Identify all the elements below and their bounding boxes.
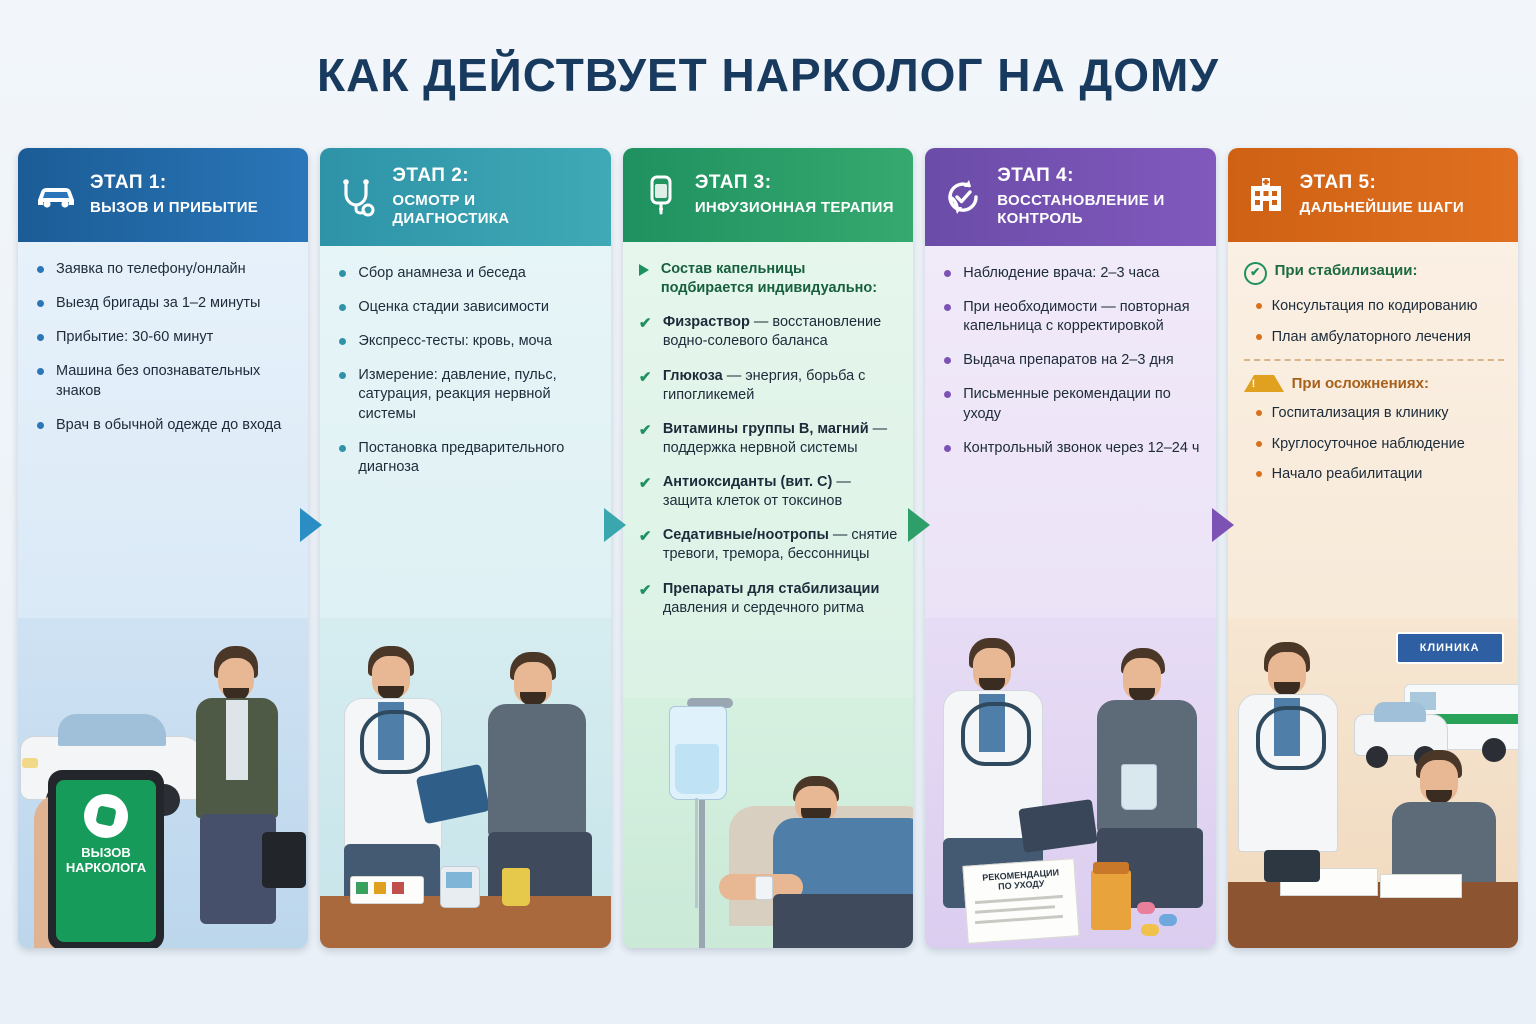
list-item-bold: Физраствор xyxy=(662,314,750,331)
bullet-dot xyxy=(1256,410,1262,416)
stage-2-illustration xyxy=(320,618,610,948)
stage-3-list xyxy=(639,313,899,618)
check-icon: ✔ xyxy=(638,315,652,333)
list-item-text: Наблюдение врача: 2–3 часа xyxy=(963,264,1160,281)
clinic-sign-label: КЛИНИКА xyxy=(1419,642,1480,654)
list-item xyxy=(639,367,899,405)
stage-3-name: ИНФУЗИОННАЯ ТЕРАПИЯ xyxy=(694,198,894,216)
bullet-dot xyxy=(1256,441,1262,447)
list-item-bold: Антиоксиданты (вит. С) xyxy=(662,474,833,490)
stage-card-1 xyxy=(18,148,308,948)
stage-3-number: ЭТАП 3: xyxy=(694,172,772,194)
bullet-dot xyxy=(339,304,346,311)
car-window-shape xyxy=(1374,702,1426,722)
list-item-text: Экспресс-тесты: кровь, моча xyxy=(358,333,552,350)
list-item xyxy=(941,298,1201,336)
list-item-text: Контрольный звонок через 12–24 ч xyxy=(963,439,1200,456)
stage-3-illustration xyxy=(623,698,913,948)
clipboard-shape xyxy=(1019,799,1098,853)
stage-1-illustration xyxy=(18,618,308,948)
patient-legs-shape xyxy=(773,894,913,948)
monitor-display-shape xyxy=(446,872,472,888)
list-item-text: План амбулаторного лечения xyxy=(1271,328,1471,345)
clinic-sign xyxy=(1396,632,1504,664)
list-item-text: — восстановление водно-солевого баланса xyxy=(662,314,882,350)
list-item xyxy=(336,298,596,317)
list-item xyxy=(336,264,596,283)
list-item-text: Врач в обычной одежде до входа xyxy=(56,416,282,433)
phone-handset-glyph xyxy=(95,805,116,826)
stage-5-name: ДАЛЬНЕЙШИЕ ШАГИ xyxy=(1299,198,1464,216)
list-item-text: Выезд бригады за 1–2 минуты xyxy=(56,295,261,312)
complications-title-text: При осложнениях: xyxy=(1291,374,1429,392)
bullet-dot xyxy=(944,391,951,398)
stage-2-list xyxy=(336,264,596,477)
list-item xyxy=(941,264,1201,283)
list-item xyxy=(1254,465,1504,484)
flow-arrow-1 xyxy=(300,508,322,542)
list-item xyxy=(34,328,294,347)
triangle-bullet-icon xyxy=(639,264,649,276)
list-item-text: Прибытие: 30-60 минут xyxy=(56,329,214,346)
bullet-dot xyxy=(37,266,44,273)
paper-title-line1: РЕКОМЕНДАЦИИ xyxy=(982,867,1060,883)
check-icon: ✔ xyxy=(638,581,652,599)
list-item xyxy=(639,313,899,351)
test-strip-marker xyxy=(392,882,404,894)
list-item xyxy=(941,439,1201,458)
stabilization-list xyxy=(1254,297,1504,347)
list-item-text: давления и сердечного ритма xyxy=(662,599,864,616)
bullet-dot xyxy=(944,304,951,311)
list-item-text: Постановка предварительного диагноза xyxy=(358,439,565,475)
bullet-dot xyxy=(944,445,951,452)
list-item-text: Выдача препаратов на 2–3 дня xyxy=(963,352,1174,369)
stage-1-number: ЭТАП 1: xyxy=(90,172,167,194)
list-item xyxy=(1254,328,1504,347)
list-item xyxy=(34,416,294,435)
tablet-device-shape xyxy=(1264,850,1320,882)
list-item-bold: Седативные/ноотропы xyxy=(662,527,829,544)
phone-call-label xyxy=(56,846,156,876)
bullet-dot xyxy=(944,357,951,364)
list-item-text: При необходимости — повторная капельница с корректировкой xyxy=(963,299,1190,335)
bullet-dot xyxy=(1256,471,1262,477)
bullet-dot xyxy=(944,270,951,277)
stage-1-header xyxy=(18,148,308,242)
group-divider xyxy=(1244,359,1504,361)
desk-paper-shape xyxy=(1380,874,1462,898)
list-item xyxy=(1254,297,1504,316)
pill-shape xyxy=(1141,924,1159,936)
stage-4-name: ВОССТАНОВЛЕНИЕ И КОНТРОЛЬ xyxy=(997,191,1165,227)
doctor-stethoscope-shape xyxy=(1256,706,1326,770)
stage-5-header xyxy=(1228,148,1518,242)
paper-title-line2: ПО УХОДУ xyxy=(998,878,1046,892)
bullet-dot xyxy=(339,372,346,379)
stabilization-group-title xyxy=(1244,262,1504,285)
stage-1-list xyxy=(34,260,294,435)
doctor-stethoscope-shape xyxy=(360,710,430,774)
stages-container xyxy=(18,148,1518,948)
stage-3-lead xyxy=(639,260,899,298)
stage-4-illustration xyxy=(925,618,1215,948)
car-tire-shape xyxy=(1366,746,1388,768)
test-strip-marker xyxy=(374,882,386,894)
list-item-text: Машина без опознавательных знаков xyxy=(56,363,261,399)
stethoscope-icon xyxy=(336,175,380,219)
list-item-bold: Витамины группы В, магний xyxy=(662,420,869,437)
stage-5-illustration xyxy=(1228,618,1518,948)
phone-label-line2: НАРКОЛОГА xyxy=(65,859,147,875)
list-item-bold: Глюкоза xyxy=(662,367,723,384)
car-icon xyxy=(34,173,78,217)
list-item xyxy=(34,294,294,313)
stage-4-number: ЭТАП 4: xyxy=(997,165,1074,186)
flow-arrow-4 xyxy=(1212,508,1234,542)
check-icon: ✔ xyxy=(638,421,652,439)
car-headlight-shape xyxy=(22,758,38,768)
water-glass-shape xyxy=(1121,764,1157,810)
page-title: КАК ДЕЙСТВУЕТ НАРКОЛОГ НА ДОМУ xyxy=(317,49,1219,101)
stage-card-3 xyxy=(623,148,913,948)
bullet-dot xyxy=(37,334,44,341)
check-circle-icon: ✔ xyxy=(1244,262,1267,285)
bullet-dot xyxy=(339,338,346,345)
list-item xyxy=(639,526,899,564)
list-item xyxy=(639,580,899,618)
pill-shape xyxy=(1137,902,1155,914)
stage-card-4 xyxy=(925,148,1215,948)
pill-bottle-shape xyxy=(1091,870,1131,930)
list-item-text: Госпитализация в клинику xyxy=(1271,404,1449,421)
stage-1-name: ВЫЗОВ И ПРИБЫТИЕ xyxy=(90,198,259,216)
stage-card-5 xyxy=(1228,148,1518,948)
stabilization-title-text: При стабилизации: xyxy=(1274,262,1418,279)
bullet-dot xyxy=(37,422,44,429)
bullet-dot xyxy=(37,368,44,375)
list-item-text: Письменные рекомендации по уходу xyxy=(963,386,1171,422)
phone-label-line1: ВЫЗОВ xyxy=(81,845,131,860)
complications-list xyxy=(1254,404,1504,485)
bullet-dot xyxy=(1256,303,1262,309)
list-item xyxy=(336,439,596,477)
refresh-check-icon xyxy=(941,175,985,219)
list-item-bold: Препараты для стабилизации xyxy=(662,580,880,597)
flow-arrow-2 xyxy=(604,508,626,542)
list-item-text: Круглосуточное наблюдение xyxy=(1271,435,1465,452)
stage-3-lead-text: Состав капельницы подбирается индивидуально: xyxy=(660,261,878,297)
iv-fluid-shape xyxy=(675,744,719,794)
list-item xyxy=(639,473,899,511)
list-item-text: Заявка по телефону/онлайн xyxy=(56,261,246,277)
iv-drip-icon xyxy=(639,173,683,217)
list-item-text: Начало реабилитации xyxy=(1271,466,1423,483)
ambulance-tire-shape xyxy=(1482,738,1506,762)
doctor-bag-shape xyxy=(262,832,306,888)
list-item-text: Измерение: давление, пульс, сатурация, реакция нервной системы xyxy=(358,367,557,422)
iv-tube-shape xyxy=(695,798,698,908)
iv-cannula-shape xyxy=(755,876,773,900)
bullet-dot xyxy=(339,445,346,452)
stage-4-list xyxy=(941,264,1201,458)
warning-triangle-icon xyxy=(1244,375,1284,392)
list-item-text: — защита клеток от токсинов xyxy=(662,474,851,510)
list-item xyxy=(639,420,899,458)
list-item xyxy=(34,260,294,279)
car-window-shape xyxy=(58,714,166,746)
urine-sample-cup-shape xyxy=(502,868,530,906)
complications-group-title xyxy=(1244,375,1504,392)
stage-2-name: ОСМОТР И ДИАГНОСТИКА xyxy=(392,191,510,227)
list-item xyxy=(941,385,1201,423)
check-icon: ✔ xyxy=(638,368,652,386)
bullet-dot xyxy=(339,270,346,277)
flow-arrow-3 xyxy=(908,508,930,542)
stage-2-number: ЭТАП 2: xyxy=(392,165,470,186)
list-item xyxy=(1254,435,1504,454)
list-item-text: — поддержка нервной системы xyxy=(662,420,888,456)
list-item-text: Оценка стадии зависимости xyxy=(358,299,550,316)
list-item xyxy=(941,351,1201,370)
person-shirt-shape xyxy=(226,700,248,780)
test-strip-marker xyxy=(356,882,368,894)
list-item-text: Консультация по кодированию xyxy=(1271,298,1478,314)
check-icon: ✔ xyxy=(638,528,652,546)
doctor-stethoscope-shape xyxy=(961,702,1031,766)
stage-3-header xyxy=(623,148,913,242)
list-item-text: — энергия, борьба с гипогликемей xyxy=(662,367,866,403)
stage-4-header xyxy=(925,148,1215,246)
stage-5-number: ЭТАП 5: xyxy=(1299,172,1377,194)
stage-2-header xyxy=(320,148,610,246)
list-item-text: — снятие тревоги, тремора, бессонницы xyxy=(662,527,898,563)
pill-bottle-cap-shape xyxy=(1093,862,1129,874)
list-item xyxy=(34,362,294,400)
bullet-dot xyxy=(37,300,44,307)
list-item xyxy=(1254,404,1504,423)
hospital-icon xyxy=(1244,173,1288,217)
pill-shape xyxy=(1159,914,1177,926)
list-item xyxy=(336,366,596,423)
list-item xyxy=(336,332,596,351)
patient-shirt-shape xyxy=(488,704,586,836)
stage-card-2 xyxy=(320,148,610,948)
check-icon: ✔ xyxy=(638,475,652,492)
bullet-dot xyxy=(1256,334,1262,340)
list-item-text: Сбор анамнеза и беседа xyxy=(358,264,526,281)
